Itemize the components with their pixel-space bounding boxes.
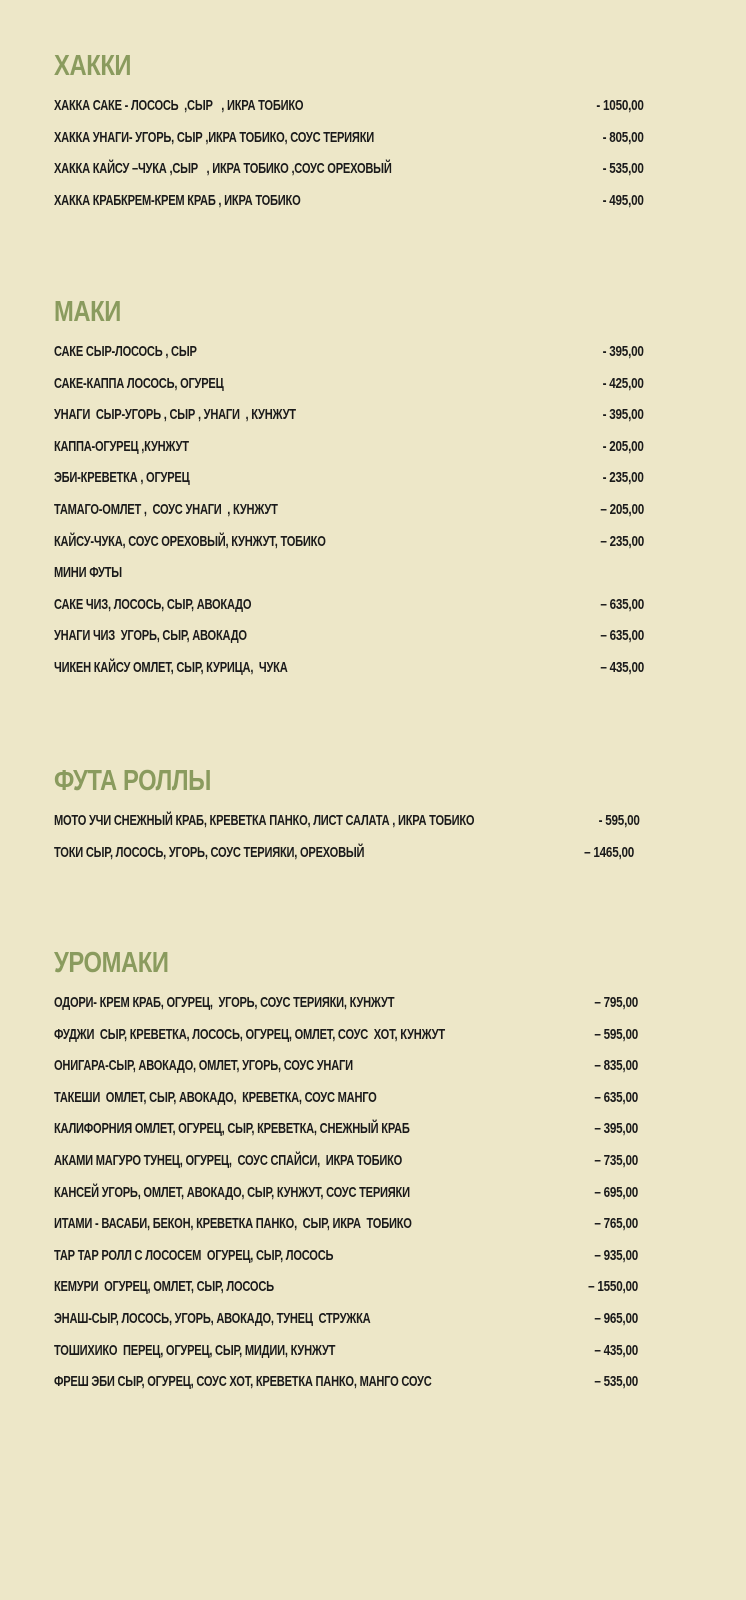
item-name: ФРЕШ ЭБИ СЫР, ОГУРЕЦ, СОУС ХОТ, КРЕВЕТКА ПАНКО, МАНГО СОУС bbox=[54, 1373, 432, 1391]
item-name: МИНИ ФУТЫ bbox=[54, 564, 122, 582]
item-price: - 205,00 bbox=[602, 437, 644, 455]
menu-item bbox=[54, 1119, 638, 1151]
item-name: АКАМИ МАГУРО ТУНЕЦ, ОГУРЕЦ, СОУС СПАЙСИ, ИКРА ТОБИКО bbox=[54, 1151, 403, 1169]
item-name: ХАККА САКЕ - ЛОСОСЬ ,СЫР , ИКРА ТОБИКО bbox=[54, 97, 304, 114]
item-price: – 1465,00 bbox=[584, 843, 634, 861]
item-price: – 835,00 bbox=[594, 1057, 638, 1075]
item-price: – 205,00 bbox=[600, 500, 644, 518]
item-name: КАЛИФОРНИЯ ОМЛЕТ, ОГУРЕЦ, СЫР, КРЕВЕТКА, СНЕЖНЫЙ КРАБ bbox=[54, 1120, 410, 1138]
menu-item bbox=[54, 96, 644, 128]
item-name: МОТО УЧИ СНЕЖНЫЙ КРАБ, КРЕВЕТКА ПАНКО, ЛИСТ САЛАТА , ИКРА ТОБИКО bbox=[54, 812, 475, 829]
menu-item bbox=[54, 1372, 638, 1404]
menu-item bbox=[54, 1246, 638, 1278]
menu-subheading bbox=[54, 563, 644, 595]
menu-item bbox=[54, 993, 638, 1025]
item-price: - 395,00 bbox=[602, 343, 644, 360]
item-price: – 1550,00 bbox=[588, 1278, 638, 1296]
menu-item bbox=[54, 191, 644, 223]
section-maki bbox=[54, 294, 644, 690]
item-price: – 635,00 bbox=[600, 595, 644, 613]
item-price: – 435,00 bbox=[594, 1341, 638, 1359]
menu-item bbox=[54, 159, 644, 191]
item-name: ТОКИ СЫР, ЛОСОСЬ, УГОРЬ, СОУС ТЕРИЯКИ, ОРЕХОВЫЙ bbox=[54, 843, 365, 861]
item-price: - 1050,00 bbox=[596, 97, 644, 114]
menu-item bbox=[54, 595, 644, 627]
item-price: – 595,00 bbox=[594, 1025, 638, 1043]
menu-item bbox=[54, 532, 644, 564]
item-name: САКЕ СЫР-ЛОСОСЬ , СЫР bbox=[54, 343, 197, 360]
section-title: УРОМАКИ bbox=[54, 947, 169, 979]
item-price: - 395,00 bbox=[602, 406, 644, 424]
section-hakki bbox=[54, 48, 644, 222]
menu-item bbox=[54, 405, 644, 437]
item-name: КАНСЕЙ УГОРЬ, ОМЛЕТ, АВОКАДО, СЫР, КУНЖУТ, СОУС ТЕРИЯКИ bbox=[54, 1183, 410, 1201]
item-price: – 395,00 bbox=[594, 1120, 638, 1138]
item-name: САКЕ-КАППА ЛОСОСЬ, ОГУРЕЦ bbox=[54, 374, 224, 392]
item-price: - 535,00 bbox=[602, 160, 644, 178]
item-name: УНАГИ СЫР-УГОРЬ , СЫР , УНАГИ , КУНЖУТ bbox=[54, 406, 296, 424]
item-price: - 425,00 bbox=[602, 374, 644, 392]
menu-item bbox=[54, 342, 644, 374]
menu-item bbox=[54, 1088, 638, 1120]
menu-item bbox=[54, 437, 644, 469]
section-title: ФУТА РОЛЛЫ bbox=[54, 765, 212, 797]
item-name: ХАККА КАЙСУ –ЧУКА ,СЫР , ИКРА ТОБИКО ,СОУС ОРЕХОВЫЙ bbox=[54, 160, 392, 178]
item-name: ТОШИХИКО ПЕРЕЦ, ОГУРЕЦ, СЫР, МИДИИ, КУНЖУТ bbox=[54, 1341, 336, 1359]
menu-item bbox=[54, 1214, 638, 1246]
section-uromaki bbox=[54, 945, 638, 1404]
item-name: ИТАМИ - ВАСАБИ, БЕКОН, КРЕВЕТКА ПАНКО, СЫР, ИКРА ТОБИКО bbox=[54, 1215, 412, 1233]
item-name: ОНИГАРА-СЫР, АВОКАДО, ОМЛЕТ, УГОРЬ, СОУС УНАГИ bbox=[54, 1057, 353, 1075]
item-name: КЕМУРИ ОГУРЕЦ, ОМЛЕТ, СЫР, ЛОСОСЬ bbox=[54, 1278, 274, 1296]
section-title: МАКИ bbox=[54, 296, 121, 328]
item-price: - 495,00 bbox=[602, 191, 644, 209]
menu-item bbox=[54, 1309, 638, 1341]
menu-item bbox=[54, 374, 644, 406]
item-price: – 235,00 bbox=[600, 532, 644, 550]
item-name: КАППА-ОГУРЕЦ ,КУНЖУТ bbox=[54, 437, 189, 455]
menu-item bbox=[54, 1151, 638, 1183]
item-price: – 735,00 bbox=[594, 1151, 638, 1169]
item-price: – 695,00 bbox=[594, 1183, 638, 1201]
menu-item bbox=[54, 1183, 638, 1215]
item-name: ФУДЖИ СЫР, КРЕВЕТКА, ЛОСОСЬ, ОГУРЕЦ, ОМЛЕТ, СОУС ХОТ, КУНЖУТ bbox=[54, 1025, 445, 1043]
section-futa-rolls bbox=[54, 763, 640, 874]
item-name: ТАМАГО-ОМЛЕТ , СОУС УНАГИ , КУНЖУТ bbox=[54, 500, 278, 518]
item-name: ЭНАШ-СЫР, ЛОСОСЬ, УГОРЬ, АВОКАДО, ТУНЕЦ СТРУЖКА bbox=[54, 1309, 371, 1327]
item-name: САКЕ ЧИЗ, ЛОСОСЬ, СЫР, АВОКАДО bbox=[54, 595, 252, 613]
item-price: – 535,00 bbox=[594, 1373, 638, 1391]
menu-item bbox=[54, 500, 644, 532]
item-name: ЧИКЕН КАЙСУ ОМЛЕТ, СЫР, КУРИЦА, ЧУКА bbox=[54, 658, 288, 676]
item-price: - 235,00 bbox=[602, 469, 644, 487]
item-price: - 805,00 bbox=[602, 128, 644, 146]
menu-item bbox=[54, 1341, 638, 1373]
item-price: – 435,00 bbox=[600, 658, 644, 676]
menu-item bbox=[54, 1056, 638, 1088]
item-price: – 765,00 bbox=[594, 1215, 638, 1233]
item-name: ОДОРИ- КРЕМ КРАБ, ОГУРЕЦ, УГОРЬ, СОУС ТЕРИЯКИ, КУНЖУТ bbox=[54, 994, 395, 1011]
item-name: ТАКЕШИ ОМЛЕТ, СЫР, АВОКАДО, КРЕВЕТКА, СОУС МАНГО bbox=[54, 1088, 377, 1106]
item-name: ХАККА КРАБКРЕМ-КРЕМ КРАБ , ИКРА ТОБИКО bbox=[54, 191, 301, 209]
item-price: - 595,00 bbox=[598, 812, 640, 829]
menu-item bbox=[54, 811, 640, 843]
menu-item bbox=[54, 468, 644, 500]
item-price: – 795,00 bbox=[594, 994, 638, 1011]
item-price: – 635,00 bbox=[594, 1088, 638, 1106]
menu-item bbox=[54, 658, 644, 690]
item-name: ХАККА УНАГИ- УГОРЬ, СЫР ,ИКРА ТОБИКО, СОУС ТЕРИЯКИ bbox=[54, 128, 375, 146]
item-name: КАЙСУ-ЧУКА, СОУС ОРЕХОВЫЙ, КУНЖУТ, ТОБИКО bbox=[54, 532, 326, 550]
section-title: ХАККИ bbox=[54, 50, 132, 82]
item-name: УНАГИ ЧИЗ УГОРЬ, СЫР, АВОКАДО bbox=[54, 627, 247, 645]
menu-item bbox=[54, 843, 640, 875]
item-price: – 935,00 bbox=[594, 1246, 638, 1264]
menu-item bbox=[54, 1025, 638, 1057]
item-name: ЭБИ-КРЕВЕТКА , ОГУРЕЦ bbox=[54, 469, 190, 487]
menu-item bbox=[54, 626, 644, 658]
item-price: – 965,00 bbox=[594, 1309, 638, 1327]
menu-item bbox=[54, 1277, 638, 1309]
item-price: – 635,00 bbox=[600, 627, 644, 645]
item-name: ТАР ТАР РОЛЛ С ЛОСОСЕМ ОГУРЕЦ, СЫР, ЛОСОСЬ bbox=[54, 1246, 334, 1264]
menu-item bbox=[54, 128, 644, 160]
